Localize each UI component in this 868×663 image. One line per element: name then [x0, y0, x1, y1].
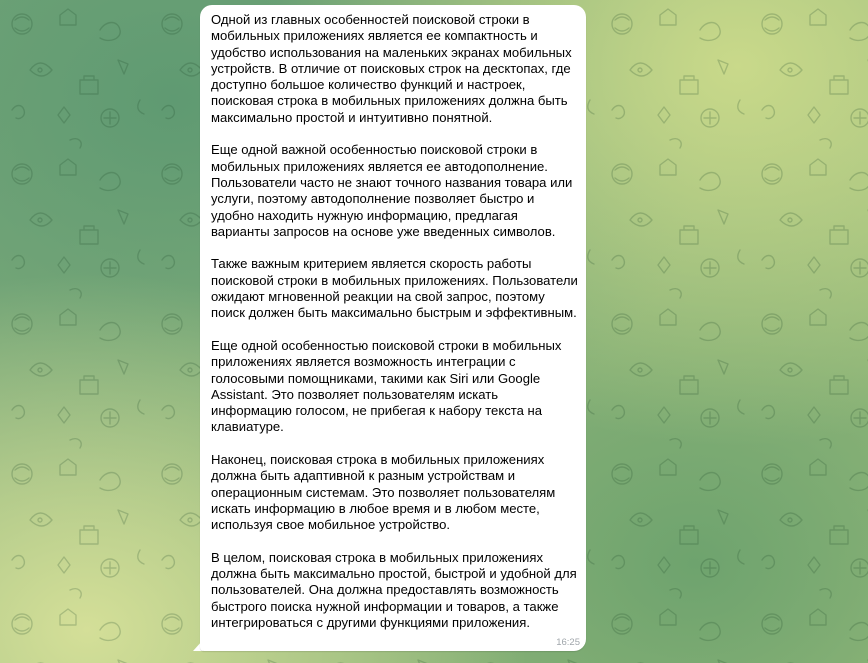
message-timestamp: 16:25 — [556, 637, 580, 648]
message-paragraph: В целом, поисковая строка в мобильных приложениях должна быть максимально простой, быстрой и удобной для пользователей. Она должна предоставлять возможность быстрого поиска нужной информации и товаров, а также интегрироваться с другими функциями приложения. — [211, 549, 577, 630]
message-paragraph: Одной из главных особенностей поисковой строки в мобильных приложениях является ее компактность и удобство использования на маленьких экранах мобильных устройств. В отличие от поисковых строк на десктопах, где доступно большое количество функций и настроек, поисковая строка в мобильных приложениях должна быть максимально простой и интуитивно понятной. — [211, 12, 572, 125]
message-text — [211, 12, 578, 631]
message-paragraph: Также важным критерием является скорость работы поисковой строки в мобильных приложениях. Пользователи ожидают мгновенной реакции на свой запрос, поэтому поиск должен быть максимально быстрым и эффективным. — [211, 256, 578, 321]
message-paragraph: Еще одной особенностью поисковой строки в мобильных приложениях является возможность интеграции с голосовыми помощниками, такими как Siri или Google Assistant. Это позволяет пользователям искать информацию голосом, не прибегая к набору текста на клавиатуре. — [211, 337, 562, 435]
message-paragraph: Еще одной важной особенностью поисковой строки в мобильных приложениях является ее автодополнение. Пользователи часто не знают точного названия товара или услуги, поэтому автодополнение позволяет быстро и удобно находить нужную информацию, предлагая варианты запросов на основе уже введенных символов. — [211, 142, 573, 239]
message-paragraph: Наконец, поисковая строка в мобильных приложениях должна быть адаптивной к разным устройствам и операционным системам. Это позволяет пользователям искать информацию в любое время и в любом месте, используя свое мобильное устройство. — [211, 452, 556, 533]
message-bubble[interactable] — [200, 5, 586, 651]
